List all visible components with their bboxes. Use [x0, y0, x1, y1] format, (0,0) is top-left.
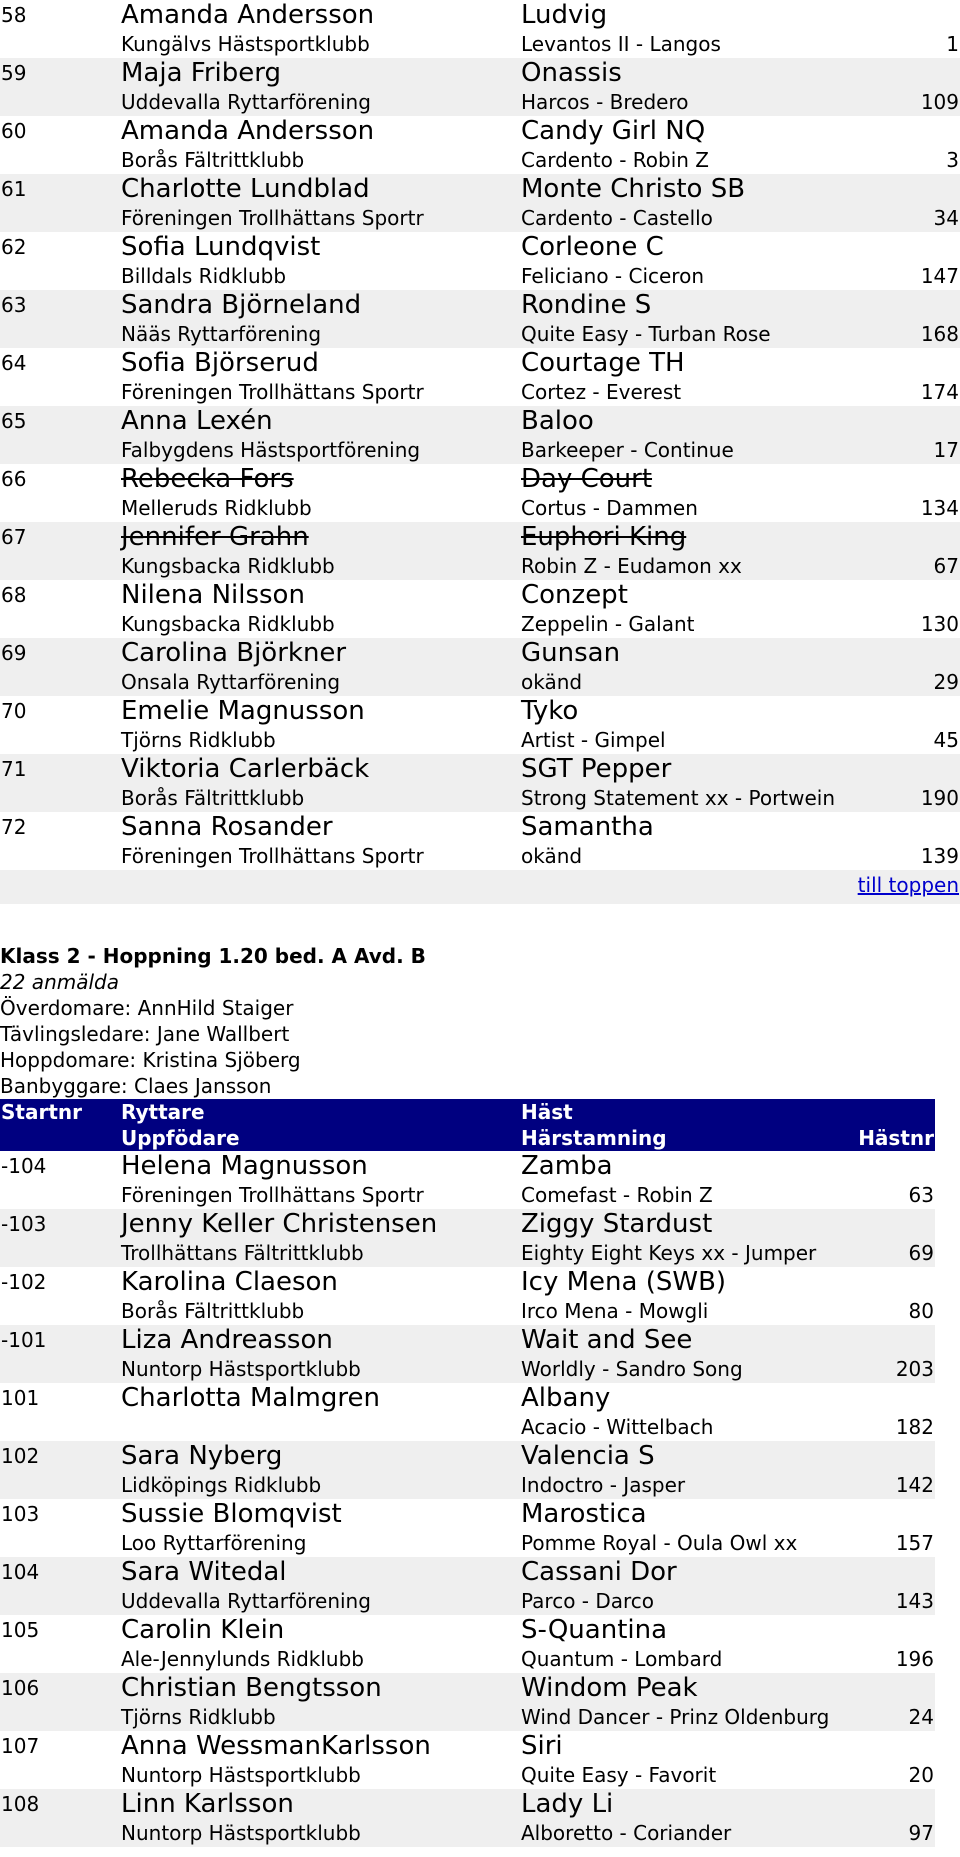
header-empty	[850, 1099, 935, 1125]
start-number: 65	[0, 406, 120, 437]
pedigree: Cortez - Everest	[521, 380, 682, 404]
horse-name: Day Court	[521, 464, 653, 494]
start-number: 61	[0, 174, 120, 205]
table-row	[0, 1383, 935, 1414]
rider-name: Anna Lexén	[120, 406, 520, 437]
table-row	[0, 0, 960, 31]
club-name: Föreningen Trollhättans Sportr	[121, 1183, 424, 1207]
table-row	[0, 1267, 935, 1298]
horse-number: 24	[850, 1704, 935, 1731]
horse-name: S-Quantina	[521, 1615, 668, 1645]
club-name: Föreningen Trollhättans Sportr	[121, 844, 424, 868]
table-row-detail	[0, 495, 960, 522]
pedigree: Cardento - Robin Z	[521, 148, 709, 172]
table-row-detail	[0, 1530, 935, 1557]
start-number: 108	[0, 1789, 120, 1820]
empty-cell	[850, 1731, 935, 1762]
official-overdomare: Överdomare: AnnHild Staiger	[0, 996, 294, 1020]
empty-cell	[850, 1557, 935, 1588]
pedigree: Quite Easy - Favorit	[521, 1763, 717, 1787]
rider-name: Sofia Lundqvist	[121, 232, 321, 262]
empty-cell	[0, 437, 120, 464]
pedigree: Irco Mena - Mowgli	[521, 1299, 709, 1323]
pedigree: Wind Dancer - Prinz Oldenburg	[520, 1704, 850, 1731]
horse-name: Lady Li	[520, 1789, 850, 1820]
horse-number: 109	[870, 89, 960, 116]
club-name: Föreningen Trollhättans Sportr	[120, 205, 520, 232]
rider-name: Carolin Klein	[121, 1615, 285, 1645]
empty-cell	[0, 1588, 120, 1615]
start-number: 106	[0, 1673, 120, 1704]
rider-name: Helena Magnusson	[121, 1151, 368, 1181]
empty-cell	[0, 1472, 120, 1499]
rider-name: Sussie Blomqvist	[121, 1499, 342, 1529]
empty-cell	[0, 1182, 120, 1209]
start-number: 70	[1, 699, 27, 723]
club-name: Kungälvs Hästsportklubb	[121, 32, 370, 56]
horse-name: Wait and See	[520, 1325, 850, 1356]
empty-cell	[870, 174, 960, 205]
club-name: Melleruds Ridklubb	[121, 496, 312, 520]
start-number: 59	[0, 58, 120, 89]
empty-cell	[870, 348, 960, 379]
table-row	[0, 754, 960, 785]
table-row-detail	[0, 321, 960, 348]
header-harstamning: Härstamning	[520, 1125, 850, 1151]
pedigree: Quantum - Lombard	[521, 1647, 723, 1671]
empty-cell	[870, 58, 960, 89]
horse-number: 1	[946, 32, 959, 56]
official-banbyggare: Banbyggare: Claes Jansson	[0, 1074, 272, 1098]
horse-name: Euphori King	[520, 522, 870, 553]
start-number: 101	[1, 1386, 40, 1410]
horse-name: Ludvig	[521, 0, 608, 30]
empty-cell	[0, 495, 120, 522]
club-name: Nääs Ryttarförening	[120, 321, 520, 348]
pedigree: Levantos II - Langos	[521, 32, 721, 56]
empty-cell	[850, 1209, 935, 1240]
table-row	[0, 406, 960, 437]
start-number: 67	[0, 522, 120, 553]
club-name: Onsala Ryttarförening	[120, 669, 520, 696]
rider-name: Anna WessmanKarlsson	[121, 1731, 431, 1761]
pedigree: Barkeeper - Continue	[520, 437, 870, 464]
empty-cell	[0, 669, 120, 696]
horse-number: 17	[870, 437, 960, 464]
empty-cell	[0, 1762, 120, 1789]
rider-name: Christian Bengtsson	[120, 1673, 520, 1704]
start-number: 69	[0, 638, 120, 669]
table-header-row-2	[0, 1125, 935, 1151]
table-row-detail	[0, 1704, 935, 1731]
empty-cell	[0, 1646, 120, 1673]
empty-cell	[850, 1499, 935, 1530]
class-info	[0, 943, 960, 1099]
empty-cell	[870, 754, 960, 785]
club-name: Lidköpings Ridklubb	[120, 1472, 520, 1499]
horse-number: 182	[895, 1415, 934, 1439]
empty-cell	[870, 406, 960, 437]
club-name	[120, 1414, 520, 1441]
rider-name: Sandra Björneland	[120, 290, 520, 321]
horse-name: Courtage TH	[521, 348, 685, 378]
pedigree: Cortus - Dammen	[521, 496, 698, 520]
horse-name: Corleone C	[521, 232, 664, 262]
table-row	[0, 1209, 935, 1240]
start-number: -104	[1, 1154, 47, 1178]
empty-cell	[870, 522, 960, 553]
table-row	[0, 1499, 935, 1530]
table-row-detail	[0, 1240, 935, 1267]
horse-number: 157	[895, 1531, 934, 1555]
horse-number: 29	[870, 669, 960, 696]
empty-cell	[870, 232, 960, 263]
empty-cell	[870, 812, 960, 843]
club-name: Tjörns Ridklubb	[121, 728, 276, 752]
empty-cell	[850, 1325, 935, 1356]
pedigree: Parco - Darco	[520, 1588, 850, 1615]
horse-number: 3	[946, 148, 959, 172]
table-row	[0, 1151, 935, 1182]
table-row-detail	[0, 205, 960, 232]
table-row-detail	[0, 1588, 935, 1615]
horse-name: Ziggy Stardust	[520, 1209, 850, 1240]
start-number: 107	[1, 1734, 40, 1758]
start-number: -103	[0, 1209, 120, 1240]
start-number: 102	[0, 1441, 120, 1472]
table-row	[0, 464, 960, 495]
table-row-detail	[0, 1182, 935, 1209]
empty-cell	[870, 580, 960, 611]
table-row-detail	[0, 1472, 935, 1499]
pedigree: Feliciano - Ciceron	[521, 264, 704, 288]
empty-cell	[0, 611, 120, 638]
pedigree: Robin Z - Eudamon xx	[520, 553, 870, 580]
pedigree: Artist - Gimpel	[521, 728, 666, 752]
club-name: Falbygdens Hästsportförening	[120, 437, 520, 464]
empty-cell	[0, 1240, 120, 1267]
header-hastnr: Hästnr	[850, 1125, 935, 1151]
start-number: 62	[1, 235, 27, 259]
rider-name: Liza Andreasson	[120, 1325, 520, 1356]
rider-name: Sara Witedal	[120, 1557, 520, 1588]
club-name: Nuntorp Hästsportklubb	[120, 1356, 520, 1383]
start-number: 58	[1, 3, 27, 27]
table-header-row-1	[0, 1099, 935, 1125]
table-row	[0, 696, 960, 727]
to-top-row	[0, 870, 960, 904]
empty-cell	[870, 638, 960, 669]
rider-name: Karolina Claeson	[121, 1267, 338, 1297]
pedigree: Alboretto - Coriander	[520, 1820, 850, 1847]
table-row	[0, 580, 960, 611]
rider-name: Viktoria Carlerbäck	[120, 754, 520, 785]
table-row-detail	[0, 611, 960, 638]
table-row	[0, 58, 960, 89]
start-number: 105	[1, 1618, 40, 1642]
horse-name: Rondine S	[520, 290, 870, 321]
pedigree: Worldly - Sandro Song	[520, 1356, 850, 1383]
club-name: Borås Fältrittklubb	[120, 785, 520, 812]
start-number: 104	[0, 1557, 120, 1588]
table-row	[0, 348, 960, 379]
pedigree: okänd	[521, 844, 583, 868]
class-title: Klass 2 - Hoppning 1.20 bed. A Avd. B	[0, 944, 426, 968]
table-row	[0, 290, 960, 321]
empty-cell	[0, 1298, 120, 1325]
table-row	[0, 1441, 935, 1472]
rider-name: Rebecka Fors	[121, 464, 294, 494]
to-top-cell	[0, 870, 960, 904]
empty-cell	[0, 147, 120, 174]
horse-number: 203	[850, 1356, 935, 1383]
table-row	[0, 1325, 935, 1356]
table-row	[0, 1673, 935, 1704]
pedigree: Zeppelin - Galant	[521, 612, 695, 636]
club-name: Borås Fältrittklubb	[121, 148, 305, 172]
horse-name: Baloo	[520, 406, 870, 437]
horse-name: Conzept	[521, 580, 628, 610]
header-hast: Häst	[520, 1099, 850, 1125]
rider-name: Emelie Magnusson	[121, 696, 365, 726]
rider-name: Maja Friberg	[120, 58, 520, 89]
horse-number: 34	[870, 205, 960, 232]
table-row-detail	[0, 1820, 935, 1847]
pedigree: Quite Easy - Turban Rose	[520, 321, 870, 348]
horse-number: 143	[850, 1588, 935, 1615]
table-row	[0, 1615, 935, 1646]
horse-name: Cassani Dor	[520, 1557, 850, 1588]
table-row-detail	[0, 727, 960, 754]
empty-cell	[870, 464, 960, 495]
horse-name: Onassis	[520, 58, 870, 89]
horse-name: Tyko	[521, 696, 579, 726]
rider-name: Amanda Andersson	[121, 0, 375, 30]
header-ryttare: Ryttare	[120, 1099, 520, 1125]
rider-name: Charlotta Malmgren	[121, 1383, 380, 1413]
rider-name: Amanda Andersson	[121, 116, 375, 146]
empty-cell	[0, 1414, 120, 1441]
rider-name: Carolina Björkner	[120, 638, 520, 669]
table-row-detail	[0, 1414, 935, 1441]
rider-name: Sanna Rosander	[121, 812, 333, 842]
horse-number: 142	[850, 1472, 935, 1499]
empty-cell	[870, 116, 960, 147]
pedigree: Cardento - Castello	[520, 205, 870, 232]
horse-number: 147	[920, 264, 959, 288]
table-row	[0, 232, 960, 263]
empty-cell	[0, 31, 120, 58]
start-number: 66	[1, 467, 27, 491]
club-name: Ale-Jennylunds Ridklubb	[121, 1647, 364, 1671]
to-top-link[interactable]: till toppen	[857, 873, 959, 897]
start-number: 63	[0, 290, 120, 321]
empty-cell	[0, 843, 120, 870]
table-row-detail	[0, 669, 960, 696]
empty-cell	[0, 263, 120, 290]
rider-name: Jenny Keller Christensen	[120, 1209, 520, 1240]
horse-number: 67	[870, 553, 960, 580]
empty-cell	[850, 1615, 935, 1646]
empty-cell	[0, 1356, 120, 1383]
club-name: Borås Fältrittklubb	[121, 1299, 305, 1323]
table-row-detail	[0, 1356, 935, 1383]
official-hoppdomare: Hoppdomare: Kristina Sjöberg	[0, 1048, 301, 1072]
table-row	[0, 174, 960, 205]
startlist-table-1	[0, 0, 960, 904]
start-number: 71	[0, 754, 120, 785]
table-row-detail	[0, 89, 960, 116]
horse-number: 174	[920, 380, 959, 404]
empty-cell	[850, 1383, 935, 1414]
horse-name: Candy Girl NQ	[521, 116, 706, 146]
empty-cell	[850, 1151, 935, 1182]
empty-cell	[850, 1441, 935, 1472]
horse-number: 80	[908, 1299, 934, 1323]
official-tavlingsledare: Tävlingsledare: Jane Wallbert	[0, 1022, 290, 1046]
horse-number: 69	[850, 1240, 935, 1267]
horse-name: Valencia S	[520, 1441, 850, 1472]
empty-cell	[0, 321, 120, 348]
table-row	[0, 1557, 935, 1588]
rider-name: Sara Nyberg	[120, 1441, 520, 1472]
start-number: 103	[1, 1502, 40, 1526]
club-name: Uddevalla Ryttarförening	[120, 89, 520, 116]
startlist-table-2	[0, 1099, 935, 1847]
header-startnr: Startnr	[0, 1099, 120, 1125]
rider-name: Nilena Nilsson	[121, 580, 305, 610]
table-row-detail	[0, 437, 960, 464]
start-number: 60	[1, 119, 27, 143]
empty-cell	[870, 0, 960, 31]
table-row	[0, 638, 960, 669]
empty-cell	[0, 1530, 120, 1557]
table-row	[0, 522, 960, 553]
empty-cell	[870, 696, 960, 727]
empty-cell	[0, 727, 120, 754]
horse-number: 20	[908, 1763, 934, 1787]
header-empty	[0, 1125, 120, 1151]
horse-name: Gunsan	[520, 638, 870, 669]
section-gap	[0, 904, 960, 943]
pedigree: Strong Statement xx - Portwein	[520, 785, 870, 812]
horse-name: Zamba	[521, 1151, 613, 1181]
start-number: -101	[0, 1325, 120, 1356]
table-row-detail	[0, 843, 960, 870]
horse-number: 45	[933, 728, 959, 752]
pedigree: Acacio - Wittelbach	[521, 1415, 714, 1439]
club-name: Nuntorp Hästsportklubb	[120, 1820, 520, 1847]
entry-count: 22 anmälda	[0, 970, 119, 994]
table-row-detail	[0, 1298, 935, 1325]
header-uppfodare: Uppfödare	[120, 1125, 520, 1151]
empty-cell	[850, 1673, 935, 1704]
horse-name: Monte Christo SB	[520, 174, 870, 205]
empty-cell	[0, 785, 120, 812]
empty-cell	[0, 553, 120, 580]
horse-number: 63	[908, 1183, 934, 1207]
horse-name: Siri	[521, 1731, 563, 1761]
table-row	[0, 1731, 935, 1762]
empty-cell	[850, 1789, 935, 1820]
horse-name: Icy Mena (SWB)	[521, 1267, 727, 1297]
empty-cell	[0, 89, 120, 116]
table-row-detail	[0, 379, 960, 406]
start-number: -102	[1, 1270, 47, 1294]
club-name: Loo Ryttarförening	[121, 1531, 307, 1555]
club-name: Billdals Ridklubb	[121, 264, 287, 288]
pedigree: okänd	[520, 669, 870, 696]
empty-cell	[0, 1704, 120, 1731]
horse-name: Samantha	[521, 812, 654, 842]
club-name: Kungsbacka Ridklubb	[120, 553, 520, 580]
rider-name: Jennifer Grahn	[120, 522, 520, 553]
horse-name: Albany	[521, 1383, 611, 1413]
club-name: Föreningen Trollhättans Sportr	[121, 380, 424, 404]
pedigree: Comefast - Robin Z	[521, 1183, 713, 1207]
club-name: Uddevalla Ryttarförening	[120, 1588, 520, 1615]
empty-cell	[850, 1267, 935, 1298]
horse-number: 97	[850, 1820, 935, 1847]
table-row-detail	[0, 147, 960, 174]
table-row-detail	[0, 31, 960, 58]
table-row-detail	[0, 553, 960, 580]
table-row	[0, 812, 960, 843]
horse-number: 190	[870, 785, 960, 812]
table-row-detail	[0, 785, 960, 812]
empty-cell	[0, 1820, 120, 1847]
pedigree: Harcos - Bredero	[520, 89, 870, 116]
table-row	[0, 1789, 935, 1820]
club-name: Tjörns Ridklubb	[120, 1704, 520, 1731]
pedigree: Eighty Eight Keys xx - Jumper	[520, 1240, 850, 1267]
start-number: 64	[1, 351, 27, 375]
horse-number: 196	[895, 1647, 934, 1671]
table-row-detail	[0, 1762, 935, 1789]
empty-cell	[0, 205, 120, 232]
club-name: Trollhättans Fältrittklubb	[120, 1240, 520, 1267]
table-row-detail	[0, 263, 960, 290]
horse-number: 168	[870, 321, 960, 348]
horse-name: Windom Peak	[520, 1673, 850, 1704]
table-row-detail	[0, 1646, 935, 1673]
club-name: Kungsbacka Ridklubb	[121, 612, 335, 636]
empty-cell	[870, 290, 960, 321]
pedigree: Indoctro - Jasper	[520, 1472, 850, 1499]
rider-name: Sofia Björserud	[121, 348, 319, 378]
horse-number: 130	[920, 612, 959, 636]
start-number: 68	[1, 583, 27, 607]
rider-name: Linn Karlsson	[120, 1789, 520, 1820]
horse-number: 134	[920, 496, 959, 520]
table-row	[0, 116, 960, 147]
pedigree: Pomme Royal - Oula Owl xx	[521, 1531, 798, 1555]
horse-name: Marostica	[521, 1499, 647, 1529]
start-number: 72	[1, 815, 27, 839]
horse-name: SGT Pepper	[520, 754, 870, 785]
rider-name: Charlotte Lundblad	[120, 174, 520, 205]
club-name: Nuntorp Hästsportklubb	[121, 1763, 361, 1787]
horse-number: 139	[920, 844, 959, 868]
empty-cell	[0, 379, 120, 406]
